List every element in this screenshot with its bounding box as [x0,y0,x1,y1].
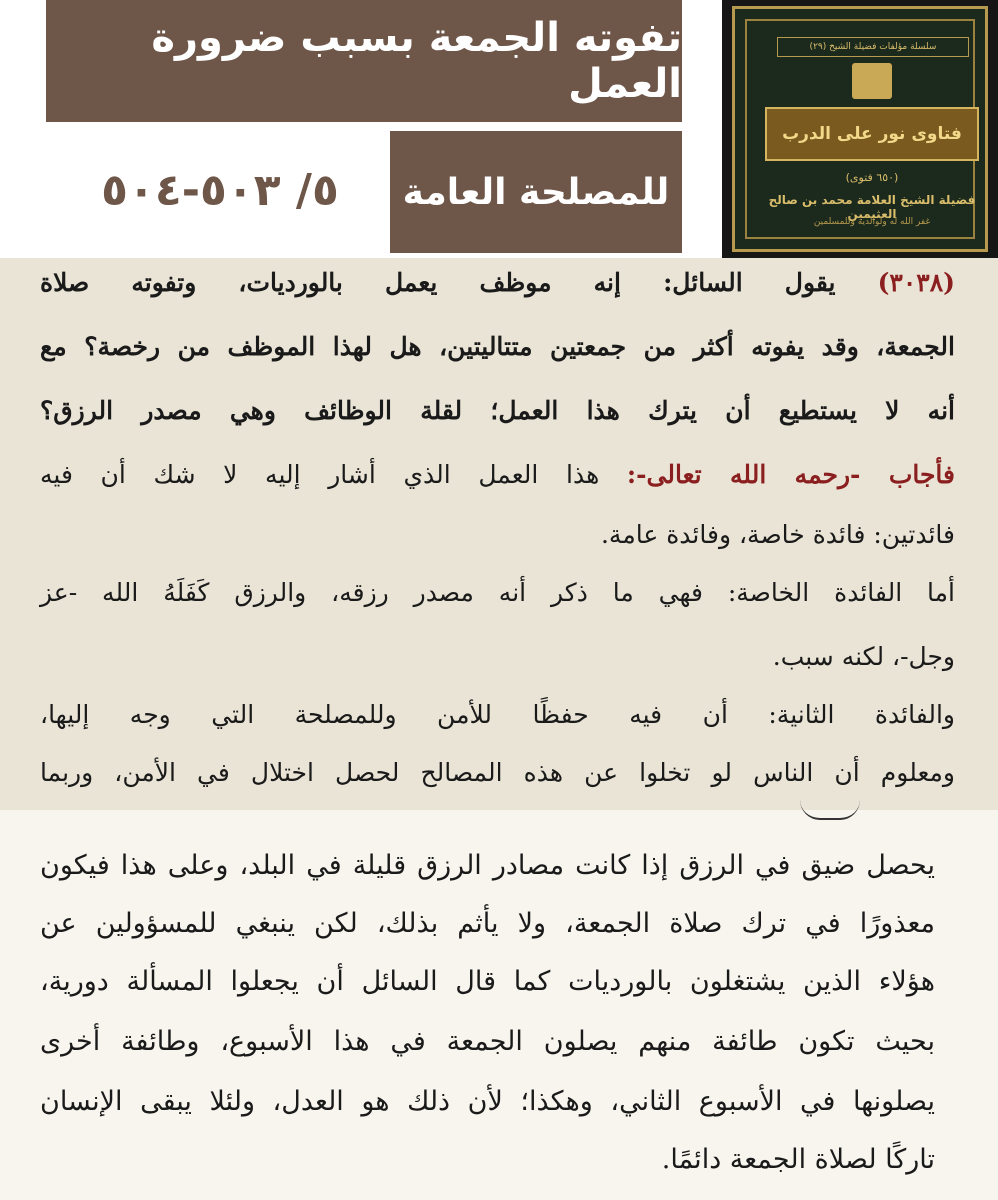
book-note: غفر الله له ولوالديه وللمسلمين [813,217,931,227]
book-series: سلسلة مؤلفات فضيلة الشيخ (٢٩) [777,37,969,57]
book-cover-image [722,0,998,258]
continuation-line-1: يحصل ضيق في الرزق إذا كانت مصادر الرزق قليلة في البلد، وعلى هذا فيكون [40,850,935,881]
header [0,0,998,258]
question-line-2: الجمعة، وقد يفوته أكثر من جمعتين متتاليتين، هل لهذا الموظف من رخصة؟ مع [40,332,955,361]
book-author: فضيلة الشيخ العلامة محمد بن صالح العثيمين [768,193,976,221]
answer-line-1 [40,460,955,489]
answer-line-5: والفائدة الثانية: أن فيه حفظًا للأمن وللمصلحة التي وجه إليها، [40,700,955,729]
book-border [745,19,975,239]
question-line-3: أنه لا يستطيع أن يترك هذا العمل؛ لقلة الوظائف وهي مصدر الرزق؟ [40,396,955,425]
title-banner [46,0,682,122]
continuation-line-6: تاركًا لصلاة الجمعة دائمًا. [661,1144,935,1175]
book-cover [732,6,988,252]
answer-label: فأجاب -رحمه الله تعالى-: [626,460,956,489]
page-title: تفوته الجمعة بسبب ضرورة العمل [151,15,682,107]
continuation-line-2: معذورًا في ترك صلاة الجمعة، ولا يأثم بذلك، لكن ينبغي للمسؤولين عن [40,908,935,939]
page-subtitle: للمصلحة العامة [402,171,670,213]
book-title: فتاوى نور على الدرب [765,107,979,161]
continuation-line-3: هؤلاء الذين يشتغلون بالورديات كما قال السائل أن يجعلوا المسألة دورية، [40,966,935,997]
answer-line-4: وجل-، لكنه سبب. [772,642,955,671]
question-line-1 [40,268,955,297]
continuation-line-4: بحيث تكون طائفة منهم يصلون الجمعة في هذا الأسبوع، وطائفة أخرى [40,1026,935,1057]
answer-line-3: أما الفائدة الخاصة: فهي ما ذكر أنه مصدر رزقه، والرزق كَفَلَهُ الله -عز [40,578,955,607]
continuation-line-5: يصلونها في الأسبوع الثاني، وهكذا؛ لأن ذلك هو العدل، ولئلا يبقى الإنسان [40,1086,935,1117]
book-emblem-icon [852,63,892,99]
question-number: (٣٠٣٨) [877,268,955,297]
answer-line-6: ومعلوم أن الناس لو تخلوا عن هذه المصالح لحصل اختلال في الأمن، وربما [40,758,955,787]
question-text-1: إنه موظف يعمل بالورديات، وتفوته صلاة [40,268,621,297]
subtitle-banner [390,131,682,253]
question-label: يقول السائل: [663,268,836,297]
answer-text-1: هذا العمل الذي أشار إليه لا شك أن فيه [40,460,600,489]
page-reference: ٥/ ٥٠٣-٥٠٤ [101,164,339,216]
answer-line-2: فائدتين: فائدة خاصة، وفائدة عامة. [600,520,955,549]
book-fatwa-count: (٦٥٠ فتوى) [845,171,899,184]
